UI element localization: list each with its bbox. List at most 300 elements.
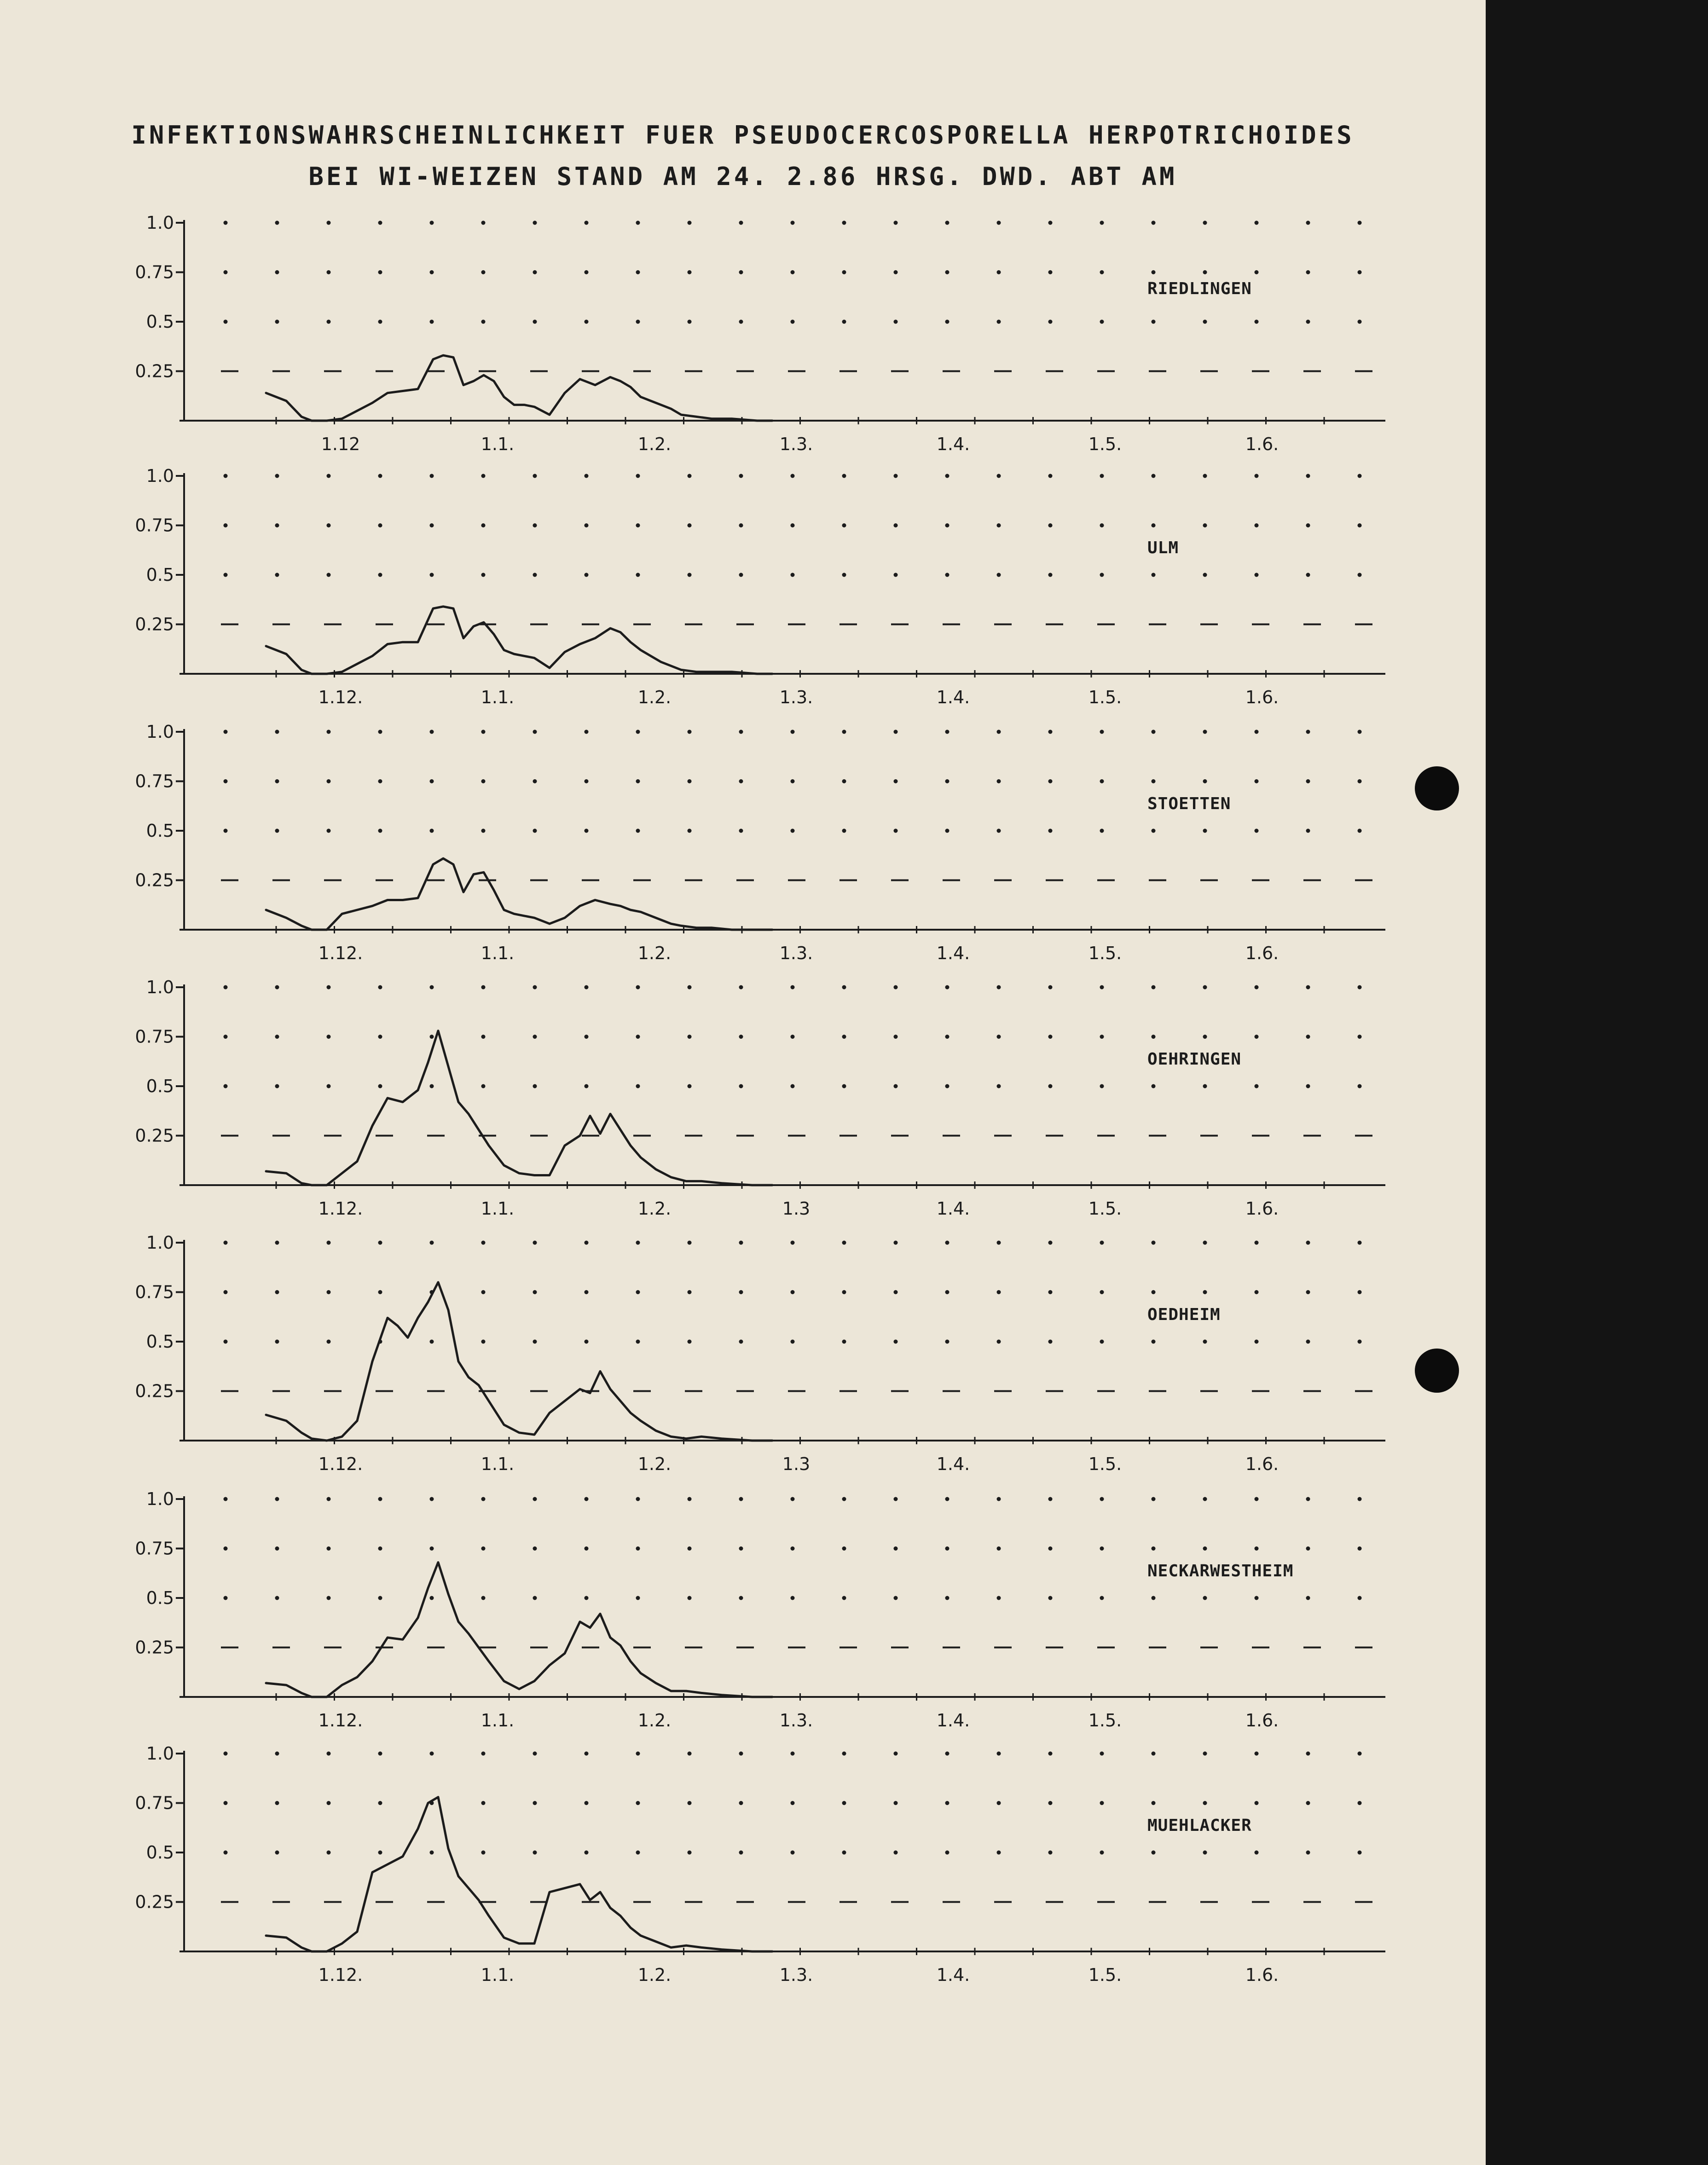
grid-dot <box>430 1851 434 1855</box>
grid-dot <box>224 1801 228 1805</box>
grid-dot <box>585 779 589 783</box>
station-label: STOETTEN <box>1147 794 1231 813</box>
grid-dot <box>1048 1241 1053 1245</box>
grid-dot <box>688 779 692 783</box>
grid-dot <box>1100 1340 1104 1344</box>
grid-dot <box>739 1290 743 1294</box>
grid-dot <box>481 1290 486 1294</box>
grid-dot <box>894 573 898 577</box>
grid-dot <box>945 1546 950 1551</box>
grid-dot <box>327 730 331 734</box>
x-tick-label: 1.6. <box>1245 1454 1279 1474</box>
grid-dot <box>945 523 950 527</box>
grid-dot <box>430 320 434 324</box>
grid-dot <box>894 1801 898 1805</box>
y-tick-label: 1.0 <box>146 1743 174 1764</box>
y-tick-label: 0.5 <box>146 1331 174 1352</box>
grid-dot <box>791 779 795 783</box>
y-tick-label: 0.5 <box>146 1588 174 1608</box>
grid-dot <box>945 1596 950 1600</box>
grid-dot <box>1358 1546 1362 1551</box>
grid-dot <box>533 1546 537 1551</box>
grid-dot <box>224 1290 228 1294</box>
grid-dot <box>1306 1241 1310 1245</box>
grid-dot <box>1306 221 1310 225</box>
grid-dot <box>481 320 486 324</box>
grid-dot <box>997 1497 1001 1501</box>
grid-dot <box>430 1596 434 1600</box>
grid-dot <box>842 1340 846 1344</box>
grid-dot <box>224 523 228 527</box>
grid-dot <box>1100 1084 1104 1088</box>
grid-dot <box>1152 573 1156 577</box>
grid-dot <box>791 1035 795 1039</box>
grid-dot <box>275 1752 279 1756</box>
grid-dot <box>1306 1851 1310 1855</box>
grid-dot <box>1255 523 1259 527</box>
series-line <box>266 1031 772 1185</box>
grid-dot <box>636 320 640 324</box>
grid-dot <box>688 474 692 478</box>
grid-dot <box>1255 985 1259 990</box>
grid-dot <box>533 1241 537 1245</box>
grid-dot <box>585 1851 589 1855</box>
grid-dot <box>842 1241 846 1245</box>
grid-dot <box>1048 573 1053 577</box>
grid-dot <box>894 1752 898 1756</box>
grid-dot <box>275 221 279 225</box>
grid-dot <box>1306 1801 1310 1805</box>
grid-dot <box>1048 985 1053 990</box>
grid-dot <box>430 1497 434 1501</box>
x-tick-label: 1.2. <box>637 1965 672 1985</box>
grid-dot <box>533 523 537 527</box>
grid-dot <box>327 779 331 783</box>
grid-dot <box>842 1546 846 1551</box>
grid-dot <box>1358 573 1362 577</box>
grid-dot <box>430 474 434 478</box>
grid-dot <box>1255 1340 1259 1344</box>
grid-dot <box>997 573 1001 577</box>
grid-dot <box>1306 320 1310 324</box>
x-tick-label: 1.2. <box>637 1198 672 1219</box>
grid-dot <box>688 1752 692 1756</box>
grid-dot <box>997 985 1001 990</box>
grid-dot <box>1358 985 1362 990</box>
grid-dot <box>1306 1752 1310 1756</box>
grid-dot <box>636 1596 640 1600</box>
grid-dot <box>378 1801 382 1805</box>
grid-dot <box>842 1497 846 1501</box>
grid-dot <box>739 985 743 990</box>
grid-dot <box>1203 1851 1207 1855</box>
grid-dot <box>1203 1241 1207 1245</box>
grid-dot <box>842 1084 846 1088</box>
grid-dot <box>945 270 950 274</box>
grid-dot <box>585 1546 589 1551</box>
grid-dot <box>481 573 486 577</box>
grid-dot <box>533 1752 537 1756</box>
grid-dot <box>688 1546 692 1551</box>
grid-dot <box>945 1290 950 1294</box>
y-tick-label: 1.0 <box>146 1233 174 1253</box>
grid-dot <box>224 730 228 734</box>
grid-dot <box>636 1290 640 1294</box>
grid-dot <box>1152 1241 1156 1245</box>
grid-dot <box>533 1851 537 1855</box>
grid-dot <box>430 1546 434 1551</box>
grid-dot <box>1100 985 1104 990</box>
grid-dot <box>842 730 846 734</box>
grid-dot <box>1306 1596 1310 1600</box>
grid-dot <box>1203 1340 1207 1344</box>
x-tick-label: 1.4. <box>936 943 970 963</box>
grid-dot <box>894 1035 898 1039</box>
grid-dot <box>688 320 692 324</box>
x-tick-label: 1.4. <box>936 1454 970 1474</box>
grid-dot <box>791 1801 795 1805</box>
grid-dot <box>224 1497 228 1501</box>
grid-dot <box>739 573 743 577</box>
grid-dot <box>1203 1290 1207 1294</box>
grid-dot <box>533 1497 537 1501</box>
grid-dot <box>1203 270 1207 274</box>
grid-dot <box>1203 1546 1207 1551</box>
grid-dot <box>585 573 589 577</box>
grid-dot <box>791 1596 795 1600</box>
grid-dot <box>275 1851 279 1855</box>
grid-dot <box>739 829 743 833</box>
x-tick-label: 1.1. <box>481 434 515 454</box>
grid-dot <box>327 1340 331 1344</box>
grid-dot <box>636 829 640 833</box>
x-tick-label: 1.3. <box>779 1965 813 1985</box>
grid-dot <box>1203 1596 1207 1600</box>
grid-dot <box>1152 1851 1156 1855</box>
grid-dot <box>481 1035 486 1039</box>
y-tick-label: 0.25 <box>135 1637 174 1658</box>
grid-dot <box>739 730 743 734</box>
grid-dot <box>1358 221 1362 225</box>
grid-dot <box>430 1340 434 1344</box>
grid-dot <box>842 221 846 225</box>
x-tick-label: 1.5. <box>1088 1965 1122 1985</box>
grid-dot <box>894 474 898 478</box>
x-tick-label: 1.4. <box>936 1198 970 1219</box>
x-tick-label: 1.12. <box>318 943 363 963</box>
grid-dot <box>1152 1290 1156 1294</box>
grid-dot <box>1306 1546 1310 1551</box>
grid-dot <box>585 270 589 274</box>
grid-dot <box>688 1035 692 1039</box>
grid-dot <box>1152 221 1156 225</box>
grid-dot <box>378 1546 382 1551</box>
grid-dot <box>224 573 228 577</box>
grid-dot <box>533 829 537 833</box>
grid-dot <box>1358 1851 1362 1855</box>
grid-dot <box>1100 1596 1104 1600</box>
station-label: RIEDLINGEN <box>1147 279 1252 298</box>
grid-dot <box>997 270 1001 274</box>
grid-dot <box>481 829 486 833</box>
grid-dot <box>533 270 537 274</box>
grid-dot <box>688 1241 692 1245</box>
grid-dot <box>275 779 279 783</box>
grid-dot <box>1255 320 1259 324</box>
grid-dot <box>842 1596 846 1600</box>
grid-dot <box>275 1340 279 1344</box>
grid-dot <box>894 1340 898 1344</box>
grid-dot <box>842 1752 846 1756</box>
grid-dot <box>275 829 279 833</box>
grid-dot <box>636 730 640 734</box>
grid-dot <box>1306 474 1310 478</box>
grid-dot <box>275 523 279 527</box>
x-tick-label: 1.6. <box>1245 943 1279 963</box>
y-tick-label: 0.5 <box>146 821 174 841</box>
grid-dot <box>275 1801 279 1805</box>
grid-dot <box>275 1290 279 1294</box>
grid-dot <box>585 523 589 527</box>
grid-dot <box>224 1241 228 1245</box>
y-tick-label: 0.5 <box>146 312 174 332</box>
grid-dot <box>791 1241 795 1245</box>
grid-dot <box>1203 573 1207 577</box>
grid-dot <box>1152 1084 1156 1088</box>
y-tick-label: 0.75 <box>135 1538 174 1559</box>
x-tick-label: 1.1. <box>481 1198 515 1219</box>
grid-dot <box>327 1596 331 1600</box>
grid-dot <box>275 1596 279 1600</box>
grid-dot <box>275 1241 279 1245</box>
grid-dot <box>1152 523 1156 527</box>
station-label: NECKARWESTHEIM <box>1147 1562 1294 1580</box>
grid-dot <box>1048 1340 1053 1344</box>
grid-dot <box>275 270 279 274</box>
grid-dot <box>1048 1546 1053 1551</box>
x-tick-label: 1.1. <box>481 687 515 707</box>
grid-dot <box>224 221 228 225</box>
grid-dot <box>791 1497 795 1501</box>
y-tick-label: 0.75 <box>135 262 174 283</box>
grid-dot <box>688 221 692 225</box>
grid-dot <box>378 1851 382 1855</box>
grid-dot <box>1358 829 1362 833</box>
grid-dot <box>739 1241 743 1245</box>
grid-dot <box>1100 1497 1104 1501</box>
x-tick-label: 1.6. <box>1245 1198 1279 1219</box>
grid-dot <box>739 1035 743 1039</box>
grid-dot <box>378 1084 382 1088</box>
grid-dot <box>1203 1084 1207 1088</box>
grid-dot <box>275 1546 279 1551</box>
grid-dot <box>1048 221 1053 225</box>
grid-dot <box>945 1340 950 1344</box>
grid-dot <box>1100 270 1104 274</box>
grid-dot <box>1358 1497 1362 1501</box>
grid-dot <box>327 1851 331 1855</box>
series-line <box>266 355 772 421</box>
grid-dot <box>1203 985 1207 990</box>
grid-dot <box>1203 829 1207 833</box>
grid-dot <box>533 474 537 478</box>
grid-dot <box>430 523 434 527</box>
grid-dot <box>997 1241 1001 1245</box>
grid-dot <box>481 985 486 990</box>
grid-dot <box>327 1497 331 1501</box>
grid-dot <box>739 1752 743 1756</box>
grid-dot <box>585 1596 589 1600</box>
y-tick-label: 1.0 <box>146 1489 174 1509</box>
grid-dot <box>997 523 1001 527</box>
grid-dot <box>1048 523 1053 527</box>
grid-dot <box>224 779 228 783</box>
x-tick-label: 1.12. <box>318 1965 363 1985</box>
grid-dot <box>636 985 640 990</box>
series-line <box>266 1282 772 1441</box>
grid-dot <box>997 1546 1001 1551</box>
grid-dot <box>481 779 486 783</box>
grid-dot <box>585 320 589 324</box>
grid-dot <box>378 730 382 734</box>
grid-dot <box>842 1851 846 1855</box>
grid-dot <box>430 829 434 833</box>
grid-dot <box>327 1084 331 1088</box>
grid-dot <box>430 573 434 577</box>
grid-dot <box>1306 730 1310 734</box>
grid-dot <box>481 270 486 274</box>
grid-dot <box>224 829 228 833</box>
grid-dot <box>894 1497 898 1501</box>
station-label: OEHRINGEN <box>1147 1050 1242 1069</box>
grid-dot <box>945 320 950 324</box>
grid-dot <box>481 474 486 478</box>
grid-dot <box>327 320 331 324</box>
grid-dot <box>997 730 1001 734</box>
grid-dot <box>1100 1241 1104 1245</box>
grid-dot <box>481 1752 486 1756</box>
grid-dot <box>481 1546 486 1551</box>
x-tick-label: 1.6. <box>1245 1710 1279 1731</box>
grid-dot <box>1048 1596 1053 1600</box>
grid-dot <box>894 1241 898 1245</box>
x-tick-label: 1.6. <box>1245 687 1279 707</box>
x-tick-label: 1.2. <box>637 1710 672 1731</box>
grid-dot <box>894 730 898 734</box>
x-tick-label: 1.3. <box>779 943 813 963</box>
grid-dot <box>1100 1752 1104 1756</box>
grid-dot <box>688 1596 692 1600</box>
grid-dot <box>1152 1340 1156 1344</box>
grid-dot <box>739 1801 743 1805</box>
grid-dot <box>739 221 743 225</box>
grid-dot <box>739 270 743 274</box>
grid-dot <box>636 474 640 478</box>
grid-dot <box>481 523 486 527</box>
x-tick-label: 1.1. <box>481 943 515 963</box>
x-tick-label: 1.5. <box>1088 1198 1122 1219</box>
grid-dot <box>791 573 795 577</box>
grid-dot <box>945 1035 950 1039</box>
grid-dot <box>378 829 382 833</box>
grid-dot <box>1152 270 1156 274</box>
grid-dot <box>1203 1497 1207 1501</box>
station-label: ULM <box>1147 538 1179 557</box>
x-tick-label: 1.5. <box>1088 434 1122 454</box>
x-tick-label: 1.12. <box>318 1710 363 1731</box>
grid-dot <box>430 270 434 274</box>
grid-dot <box>275 730 279 734</box>
grid-dot <box>688 1340 692 1344</box>
x-tick-label: 1.4. <box>936 687 970 707</box>
grid-dot <box>327 1752 331 1756</box>
grid-dot <box>585 1084 589 1088</box>
grid-dot <box>894 829 898 833</box>
grid-dot <box>894 1546 898 1551</box>
grid-dot <box>1152 474 1156 478</box>
grid-dot <box>945 1801 950 1805</box>
grid-dot <box>1100 1035 1104 1039</box>
grid-dot <box>636 1752 640 1756</box>
grid-dot <box>585 474 589 478</box>
grid-dot <box>1203 221 1207 225</box>
grid-dot <box>636 1241 640 1245</box>
x-tick-label: 1.1. <box>481 1710 515 1731</box>
grid-dot <box>739 1596 743 1600</box>
x-tick-label: 1.2. <box>637 1454 672 1474</box>
grid-dot <box>1152 320 1156 324</box>
y-tick-label: 1.0 <box>146 977 174 997</box>
grid-dot <box>1100 523 1104 527</box>
y-tick-label: 0.25 <box>135 870 174 891</box>
grid-dot <box>894 270 898 274</box>
grid-dot <box>378 985 382 990</box>
grid-dot <box>533 1340 537 1344</box>
x-tick-label: 1.3. <box>779 1710 813 1731</box>
grid-dot <box>430 730 434 734</box>
grid-dot <box>533 221 537 225</box>
grid-dot <box>791 1851 795 1855</box>
grid-dot <box>533 573 537 577</box>
grid-dot <box>945 985 950 990</box>
grid-dot <box>585 221 589 225</box>
grid-dot <box>688 1084 692 1088</box>
grid-dot <box>1203 523 1207 527</box>
grid-dot <box>481 1801 486 1805</box>
grid-dot <box>1048 1851 1053 1855</box>
grid-dot <box>378 573 382 577</box>
grid-dot <box>430 779 434 783</box>
grid-dot <box>481 221 486 225</box>
grid-dot <box>1358 1035 1362 1039</box>
grid-dot <box>1203 730 1207 734</box>
grid-dot <box>481 730 486 734</box>
grid-dot <box>791 221 795 225</box>
grid-dot <box>481 1084 486 1088</box>
grid-dot <box>739 1851 743 1855</box>
x-tick-label: 1.5. <box>1088 1454 1122 1474</box>
grid-dot <box>481 1497 486 1501</box>
x-tick-label: 1.12 <box>321 434 360 454</box>
grid-dot <box>1358 1290 1362 1294</box>
grid-dot <box>1306 1290 1310 1294</box>
grid-dot <box>1306 1340 1310 1344</box>
grid-dot <box>224 270 228 274</box>
grid-dot <box>1203 1035 1207 1039</box>
grid-dot <box>997 474 1001 478</box>
grid-dot <box>1048 1801 1053 1805</box>
grid-dot <box>224 1596 228 1600</box>
